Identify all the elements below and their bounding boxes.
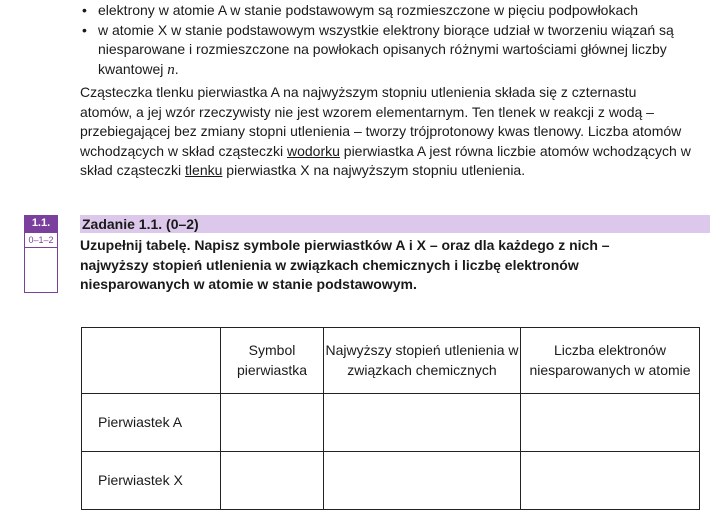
underlined-term: wodorku: [286, 142, 340, 159]
answer-cell[interactable]: [324, 452, 521, 510]
answer-cell[interactable]: [521, 394, 700, 452]
row-label: Pierwiastek X: [82, 452, 221, 510]
task-points-scale: 0–1–2: [24, 232, 58, 247]
table-header-cell: [82, 328, 221, 394]
underlined-term: tlenku: [185, 162, 223, 178]
answer-cell[interactable]: [221, 394, 324, 452]
bullet-item: • elektrony w atomie A w stanie podstawowym są rozmieszczone w pięciu podpowłokach: [80, 1, 690, 21]
task-instruction: Uzupełnij tabelę. Napisz symbole pierwiastków A i X – oraz dla każdego z nich – najwyższy stopień utlenienia w związkach chemicznych i liczbę elektronów niesparowanych w atomie w stanie podstawowym.: [80, 237, 610, 292]
bullet-icon: •: [82, 2, 87, 18]
answer-cell[interactable]: [324, 394, 521, 452]
answer-cell[interactable]: [221, 452, 324, 510]
table-header-row: [82, 328, 700, 394]
condition-list: [80, 1, 690, 80]
table-row: [82, 394, 700, 452]
table-header-cell: Liczba elektronów niesparowanych w atomie: [521, 328, 700, 394]
description-paragraph: Cząsteczka tlenku pierwiastka A na najwyższym stopniu utlenienia składa się z czternastu atomów, a jej wzór rzeczywisty nie jest wzorem elementarnym. Ten tlenek w reakcji z wodą – przebiegającej bez zmiany stopni utlenienia – tworzy trójprotonowy kwas tlenowy. Liczba atomów wchodzących w skład cząsteczki wodorku pierwiastka A jest równa liczbie atomów wchodzących w skład cząsteczki tlenku pierwiastka X na najwyższym stopniu utlenienia.: [80, 84, 691, 178]
task-badge: [24, 215, 58, 293]
answer-cell[interactable]: [521, 452, 700, 510]
table-row: [82, 452, 700, 510]
bullet-item: • w atomie X w stanie podstawowym wszystkie elektrony biorące udział w tworzeniu wiązań są niesparowane i rozmieszczone na powłokach opisanych różnymi wartościami głównej liczby kwantowej n.: [82, 21, 674, 78]
task-number: 1.1.: [24, 215, 58, 232]
bullet-icon: •: [82, 21, 87, 38]
quantum-number-symbol: n: [167, 61, 175, 78]
task-title: Zadanie 1.1. (0–2): [80, 215, 710, 233]
score-box[interactable]: [24, 247, 58, 293]
table-header-cell: Najwyższy stopień utlenienia w związkach chemicznych: [324, 328, 521, 394]
row-label: Pierwiastek A: [82, 394, 221, 452]
table-header-cell: Symbol pierwiastka: [221, 328, 324, 394]
answer-table: [81, 327, 700, 510]
